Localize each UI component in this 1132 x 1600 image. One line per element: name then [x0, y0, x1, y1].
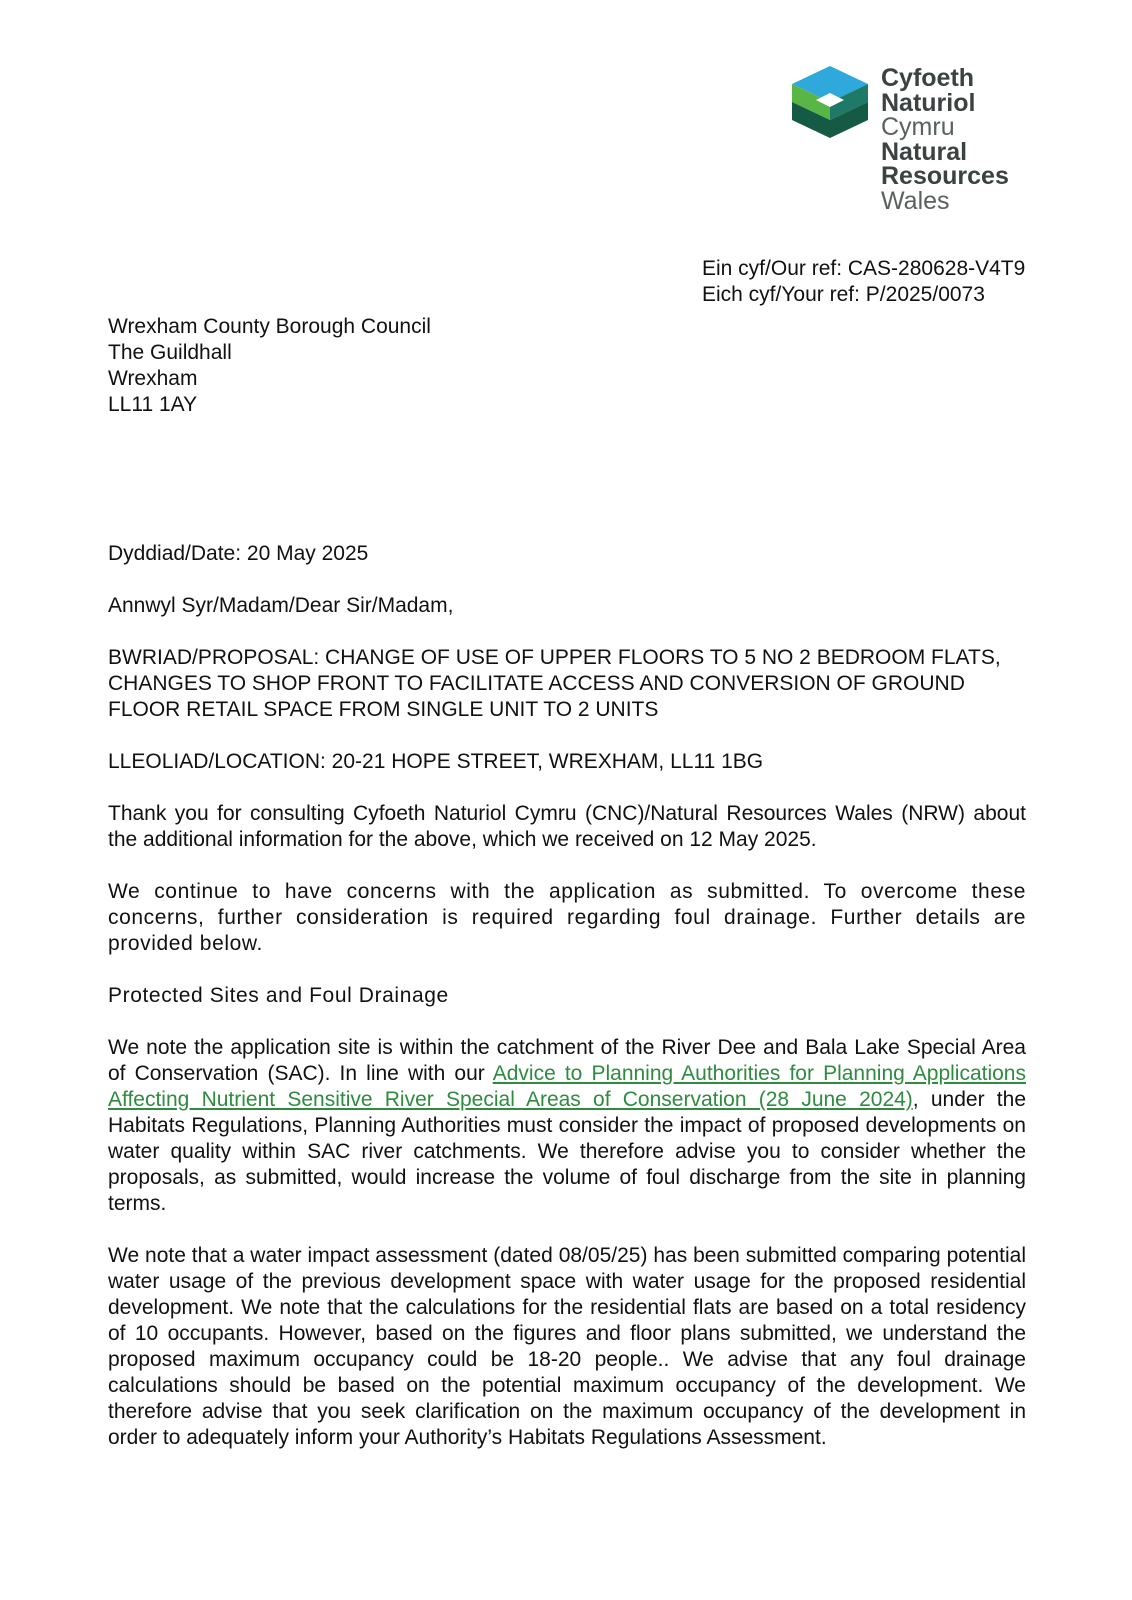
nrw-logo-mark-icon [792, 66, 868, 138]
logo-line: Resources [881, 162, 1009, 190]
nrw-logo [792, 66, 1032, 216]
logo-line: Naturiol [881, 88, 976, 117]
paragraph-consultation: Thank you for consulting Cyfoeth Naturiol Cymru (CNC)/Natural Resources Wales (NRW) about the additional information for the above, which we received on 12 May 2025. [108, 802, 1026, 851]
letter-date: Dyddiad/Date: 20 May 2025 [108, 542, 369, 565]
proposal: BWRIAD/PROPOSAL: CHANGE OF USE OF UPPER FLOORS TO 5 NO 2 BEDROOM FLATS, CHANGES TO SHOP FRONT TO FACILITATE ACCESS AND CONVERSION OF GROUND FLOOR RETAIL SPACE FROM SINGLE UNIT TO 2 UNITS [108, 646, 1001, 721]
section-heading: Protected Sites and Foul Drainage [108, 984, 449, 1007]
address-line: LL11 1AY [108, 393, 198, 416]
reference-block [702, 256, 1025, 308]
letter-body [108, 541, 1026, 1451]
logo-line: Wales [881, 186, 950, 215]
location: LLEOLIAD/LOCATION: 20-21 HOPE STREET, WREXHAM, LL11 1BG [108, 750, 764, 773]
our-ref: Ein cyf/Our ref: CAS-280628-V4T9 [702, 257, 1026, 280]
logo-wordmark [881, 66, 1009, 213]
address-line: Wrexham [108, 367, 198, 390]
paragraph-concerns: We continue to have concerns with the application as submitted. To overcome these concerns, further consideration is required regarding foul drainage. Further details are provided below. [108, 880, 1026, 955]
your-ref: Eich cyf/Your ref: P/2025/0073 [702, 283, 985, 306]
salutation: Annwyl Syr/Madam/Dear Sir/Madam, [108, 594, 454, 617]
address-line: The Guildhall [108, 341, 232, 364]
logo-line: Cyfoeth [881, 64, 975, 92]
logo-line: Cymru [881, 113, 955, 141]
address-line: Wrexham County Borough Council [108, 315, 431, 338]
paragraph-protected-sites: We note the application site is within the catchment of the River Dee and Bala Lake Special Area of Conservation (SAC). In line with our Advice to Planning Authorities for Planning Applications Affecting Nutrient Sensitive River Special Areas of Conservation (28 June 2024), under the Habitats Regulations, Planning Authorities must consider the impact of proposed developments on water quality within SAC river catchments. We therefore advise you to consider whether the proposals, as submitted, would increase the volume of foul discharge from the site in planning terms. [108, 1036, 1026, 1215]
advice-document-link[interactable]: Advice to Planning Authorities for Planning Applications Affecting Nutrient Sensitive River Special Areas of Conservation (28 June 2024) [108, 1062, 1026, 1111]
paragraph-water-impact: We note that a water impact assessment (dated 08/05/25) has been submitted comparing potential water usage of the previous development space with water usage for the proposed residential development. We note that the calculations for the residential flats are based on a total residency of 10 occupants. However, based on the figures and floor plans submitted, we understand the proposed maximum occupancy could be 18-20 people.. We advise that any foul drainage calculations should be based on the potential maximum occupancy of the development. We therefore advise that you seek clarification on the maximum occupancy of the development in order to adequately inform your Authority’s Habitats Regulations Assessment. [108, 1244, 1026, 1449]
recipient-address [108, 314, 431, 418]
logo-line: Natural [881, 137, 968, 166]
